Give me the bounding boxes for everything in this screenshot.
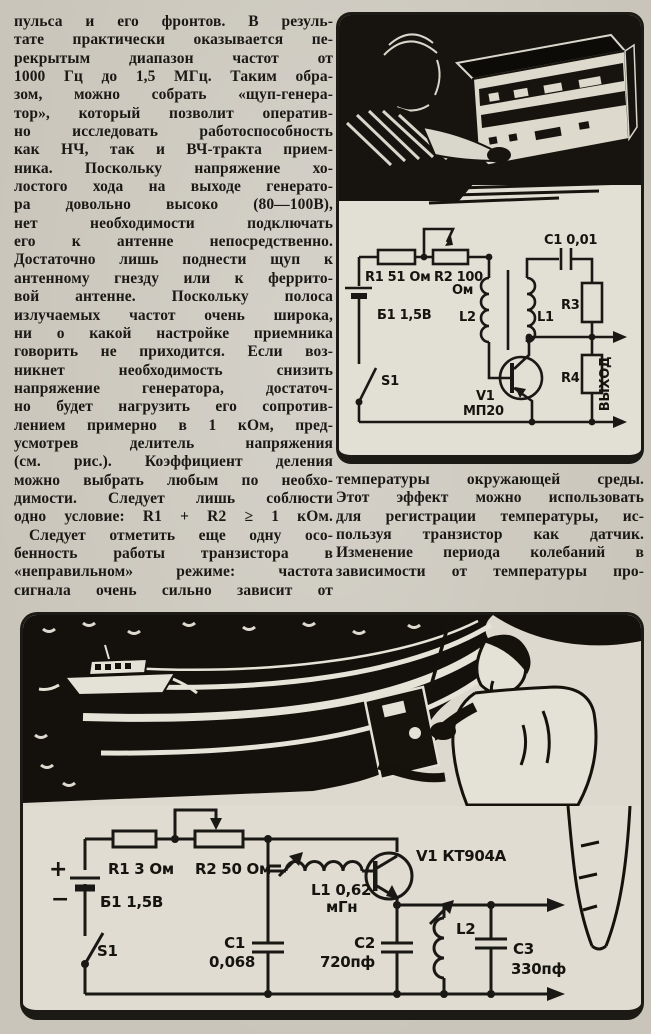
text-line: его к антенне непосредственно. (14, 233, 333, 251)
text-line: одно условие: R1 + R2 ≥ 1 кОм. (14, 508, 333, 526)
label-l2: L2 (459, 310, 476, 325)
text-line: пульса и его фронтов. В резуль- (14, 13, 333, 30)
text-line: можно выбрать любым по необхо- (14, 471, 333, 489)
text-line: ника. Поскольку напряжение хо- (14, 159, 333, 177)
text-line: 1000 Гц до 1,5 МГц. Таким обра- (14, 68, 333, 86)
text-line: напряжение генератора, достаточ- (14, 379, 333, 397)
right-text-column (336, 471, 644, 581)
label-minus: − (51, 887, 70, 912)
text-line: сигнала очень сильно зависит от (14, 581, 333, 599)
text-line: излучаемых частот очень широка, (14, 306, 333, 324)
figure-rc-transmitter (20, 612, 644, 1020)
label-c1: C1 0,01 (544, 233, 598, 248)
text-line: (см. рис.). Коэффициент деления (14, 453, 333, 471)
label-battery: Б1 1,5В (377, 308, 432, 323)
text-line: но будет нагрузить его сопротив- (14, 398, 333, 416)
text-line: но исследовать работоспособность (14, 123, 333, 141)
label-l1: L1 (537, 310, 554, 325)
label-c2-value: 720пф (319, 953, 375, 971)
label-s1: S1 (97, 942, 118, 960)
text-line: Следует отметить еще одну осо- (29, 526, 333, 544)
text-line: тор», который позволит оператив- (14, 104, 333, 122)
label-output: ВЫХОД (598, 356, 613, 412)
boy-legs-sketch (568, 806, 630, 949)
label-r2: R2 100 (434, 270, 483, 285)
text-line: Этот эффект можно использовать (336, 489, 644, 507)
boat-and-boy-illustration (23, 615, 641, 806)
label-c1-value: 0,068 (209, 953, 255, 971)
label-c3: C3 (513, 940, 534, 958)
text-line: как НЧ, так и ВЧ-тракта прием- (14, 141, 333, 159)
text-line: зом, можно собрать «щуп-генера- (14, 86, 333, 104)
text-line: вой антенне. Поскольку полоса (14, 288, 333, 306)
label-r1: R1 51 Ом (365, 270, 431, 285)
transmitter-schematic (23, 806, 641, 1013)
text-line: ра довольно высоко (80—100В), (14, 196, 333, 214)
text-line: рекрытым диапазон частот от (14, 49, 333, 67)
text-line: ни о какой настройке приемника (14, 324, 333, 342)
label-l1-unit: мГн (326, 898, 358, 916)
label-r3: R3 (561, 298, 580, 313)
label-r1: R1 3 Ом (108, 860, 174, 878)
text-line: Достаточно лишь поднести щуп к (14, 251, 333, 269)
text-line: нет необходимости подключать (14, 214, 333, 232)
text-line: бенность работы транзистора в (14, 544, 333, 562)
label-v1: V1 КТ904А (416, 847, 506, 865)
text-line: «неправильном» режиме: частота (14, 563, 333, 581)
label-c2: C2 (354, 934, 375, 952)
label-r2-unit: Ом (452, 283, 474, 298)
label-l2: L2 (456, 920, 476, 938)
text-line: никнет необходимость снизить (14, 361, 333, 379)
text-line: усмотрев делитель напряжения (14, 434, 333, 452)
text-line: пользуя транзистор как датчик. (336, 526, 644, 544)
text-line: антенному гнезду или к феррито- (14, 269, 333, 287)
text-line: зависимости от температуры про- (336, 562, 644, 580)
text-line: Изменение периода колебаний в (336, 544, 644, 562)
text-line: температуры окружающей среды. (336, 471, 644, 488)
text-line: лением примерно в 1 кОм, пред- (14, 416, 333, 434)
label-s1: S1 (381, 374, 399, 389)
label-battery: Б1 1,5В (100, 893, 163, 911)
label-r2: R2 50 Ом (195, 860, 271, 878)
text-line: для регистрации температуры, ис- (336, 507, 644, 525)
probe-generator-schematic (339, 212, 641, 458)
text-line: говорить не приходится. Если воз- (14, 343, 333, 361)
text-line: тате практически оказывается пе- (14, 31, 333, 49)
label-c1: C1 (224, 934, 245, 952)
label-c3-value: 330пф (511, 960, 567, 978)
text-line: димости. Следует лишь соблюсти (14, 489, 333, 507)
boy-testing-radio-illustration (339, 15, 641, 212)
label-l1: L1 0,62 (311, 881, 372, 899)
label-v1-type: МП20 (463, 404, 504, 419)
label-v1: V1 (476, 389, 495, 404)
left-text-column (14, 13, 333, 600)
label-r4: R4 (561, 371, 580, 386)
label-plus: + (49, 857, 68, 882)
figure-probe-generator (336, 12, 644, 464)
text-line: лостого хода на выходе генерато- (14, 178, 333, 196)
